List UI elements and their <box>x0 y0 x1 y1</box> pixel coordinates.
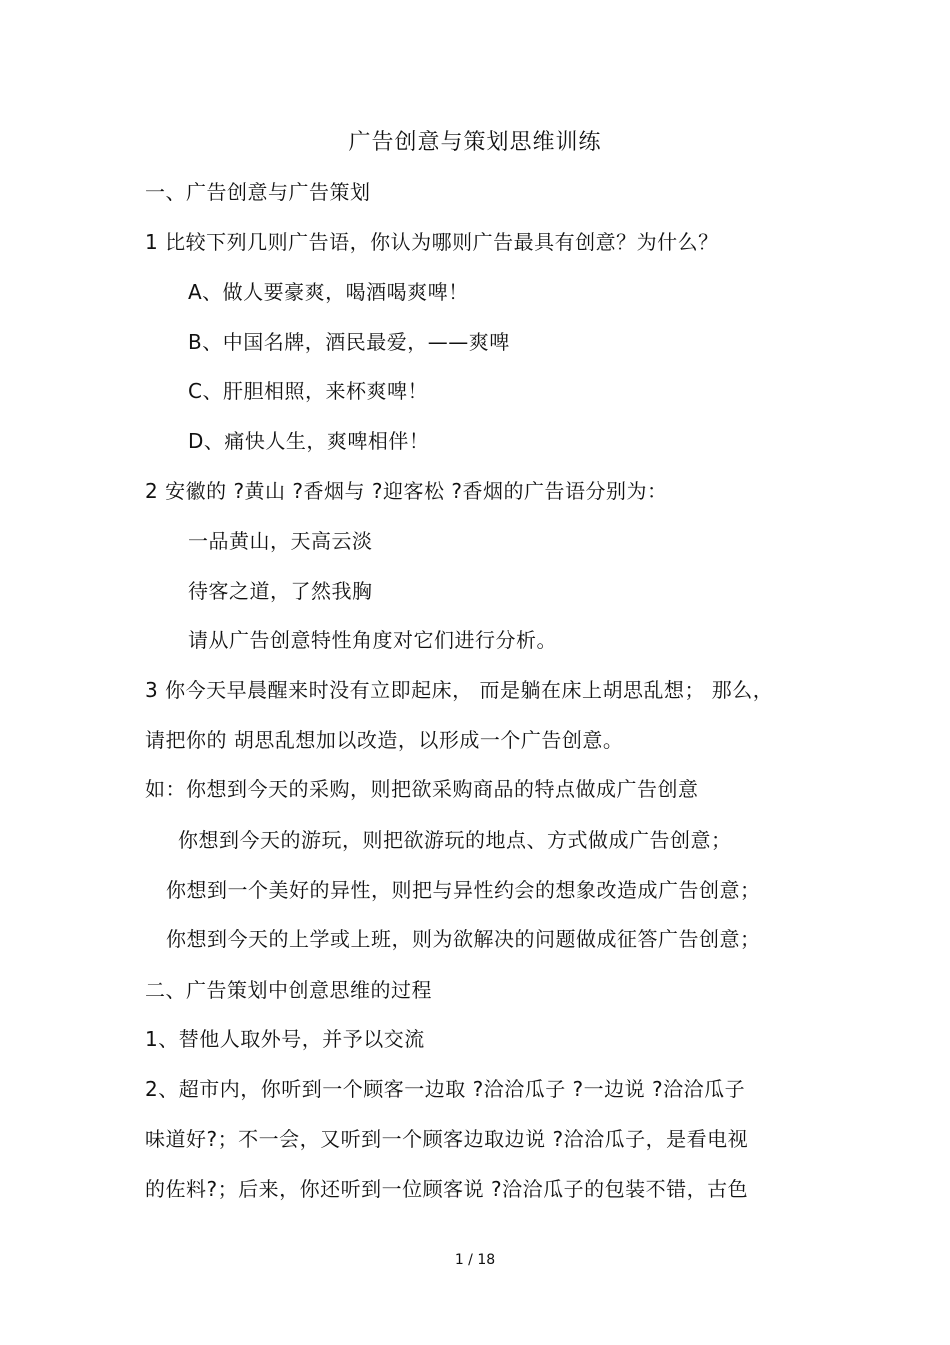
option-a: A、做人要豪爽，喝酒喝爽啤！ <box>188 280 469 304</box>
option-c: C、肝胆相照，来杯爽啤！ <box>188 379 428 403</box>
exercise-2-cont-2: 的佐料?；后来，你还听到一位顾客说 ?洽洽瓜子的包装不错，古色 <box>145 1177 749 1201</box>
question-3: 3 你今天早晨醒来时没有立即起床， 而是躺在床上胡思乱想； 那么， <box>145 678 774 702</box>
page-number: 1 / 18 <box>454 1252 496 1268</box>
example-4: 你想到今天的上学或上班，则为欲解决的问题做成征答广告创意； <box>166 927 761 951</box>
example-2: 你想到今天的游玩，则把欲游玩的地点、方式做成广告创意； <box>178 828 732 852</box>
exercise-1: 1、替他人取外号，并予以交流 <box>145 1027 425 1051</box>
exercise-2-cont-1: 味道好?；不一会，又听到一个顾客边取边说 ?洽洽瓜子，是看电视 <box>145 1127 749 1151</box>
option-b: B、中国名牌，酒民最爱，——爽啤 <box>188 330 510 354</box>
slogan-1: 一品黄山，天高云淡 <box>188 529 373 553</box>
option-d: D、痛快人生，爽啤相伴！ <box>188 429 430 453</box>
example-1: 如：你想到今天的采购，则把欲采购商品的特点做成广告创意 <box>145 777 699 801</box>
section-heading-2: 二、广告策划中创意思维的过程 <box>145 978 432 1002</box>
document-title: 广告创意与策划思维训练 <box>348 130 602 155</box>
slogan-2: 待客之道，了然我胸 <box>188 579 373 603</box>
question-1: 1 比较下列几则广告语，你认为哪则广告最具有创意？为什么？ <box>145 230 719 254</box>
example-3: 你想到一个美好的异性，则把与异性约会的想象改造成广告创意； <box>166 878 761 902</box>
exercise-2: 2、超市内，你听到一个顾客一边取 ?洽洽瓜子 ?一边说 ?洽洽瓜子 <box>145 1077 746 1101</box>
question-2-task: 请从广告创意特性角度对它们进行分析。 <box>188 628 557 652</box>
section-heading-1: 一、广告创意与广告策划 <box>145 180 371 204</box>
question-3-cont: 请把你的 胡思乱想加以改造，以形成一个广告创意。 <box>145 728 624 752</box>
question-2: 2 安徽的 ?黄山 ?香烟与 ?迎客松 ?香烟的广告语分别为： <box>145 479 668 503</box>
